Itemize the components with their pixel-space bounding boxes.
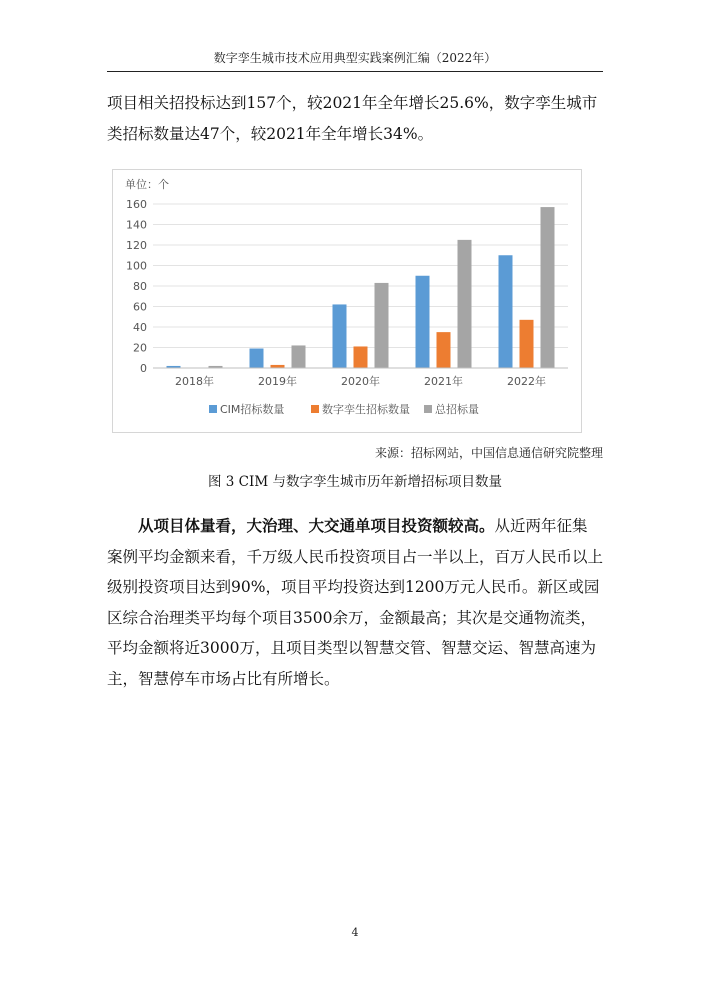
bar bbox=[499, 255, 513, 368]
legend-label: 总招标量 bbox=[435, 403, 479, 416]
bar bbox=[354, 346, 368, 368]
page-number: 4 bbox=[351, 926, 359, 939]
header-rule bbox=[107, 71, 603, 72]
y-tick-label: 100 bbox=[126, 259, 147, 273]
y-tick-label: 40 bbox=[133, 321, 147, 334]
chart-unit-label: 单位：个 bbox=[125, 178, 169, 191]
legend-label: 数字孪生招标数量 bbox=[322, 403, 410, 416]
y-tick-label: 60 bbox=[133, 300, 147, 314]
chart-source: 来源：招标网站，中国信息通信研究院整理 bbox=[374, 446, 603, 460]
y-tick-label: 160 bbox=[126, 198, 147, 211]
legend-swatch bbox=[311, 405, 319, 413]
bar bbox=[541, 207, 555, 368]
x-tick-label: 2020年 bbox=[341, 375, 380, 388]
bar bbox=[292, 345, 306, 368]
bar bbox=[458, 240, 472, 368]
paragraph-2-lead: 从项目体量看，大治理、大交通单项目投资额较高。 bbox=[138, 516, 495, 535]
figure-caption: 图 3 CIM 与数字孪生城市历年新增招标项目数量 bbox=[208, 474, 502, 490]
x-tick-label: 2021年 bbox=[424, 375, 463, 388]
x-tick-label: 2018年 bbox=[175, 375, 214, 388]
bar-chart bbox=[112, 169, 582, 433]
legend-label: CIM招标数量 bbox=[220, 403, 285, 416]
legend-swatch bbox=[209, 405, 217, 413]
bar bbox=[333, 304, 347, 368]
bar bbox=[416, 276, 430, 368]
y-tick-label: 120 bbox=[126, 239, 147, 252]
bar bbox=[250, 349, 264, 368]
y-tick-label: 80 bbox=[133, 280, 147, 293]
y-tick-label: 140 bbox=[126, 218, 147, 232]
x-tick-label: 2022年 bbox=[507, 375, 546, 388]
legend-swatch bbox=[424, 405, 432, 413]
x-tick-label: 2019年 bbox=[258, 375, 297, 388]
bar bbox=[375, 283, 389, 368]
paragraph-1: 项目相关招投标达到157个，较2021年全年增长25.6%，数字孪生城市类招标数量达47个，较2021年全年增长34%。 bbox=[107, 94, 598, 143]
bar bbox=[520, 320, 534, 368]
y-tick-label: 20 bbox=[133, 341, 147, 355]
paragraph-2 bbox=[107, 511, 603, 694]
paragraph-2-body: 从近两年征集案例平均金额来看，千万级人民币投资项目占一半以上，百万人民币以上级别投资项目达到90%，项目平均投资达到1200万元人民币。新区或园区综合治理类平均每个项目3500余万，金额最高；其次是交通物流类，平均金额将近3000万，且项目类型以智慧交管、智慧交运、智慧高速为主，智慧停车市场占比有所增长。 bbox=[107, 517, 604, 688]
bar-chart-svg bbox=[113, 170, 583, 434]
y-tick-label: 0 bbox=[140, 362, 147, 375]
running-header: 数字孪生城市技术应用典型实践案例汇编（2022年） bbox=[213, 51, 497, 65]
bar bbox=[437, 332, 451, 368]
